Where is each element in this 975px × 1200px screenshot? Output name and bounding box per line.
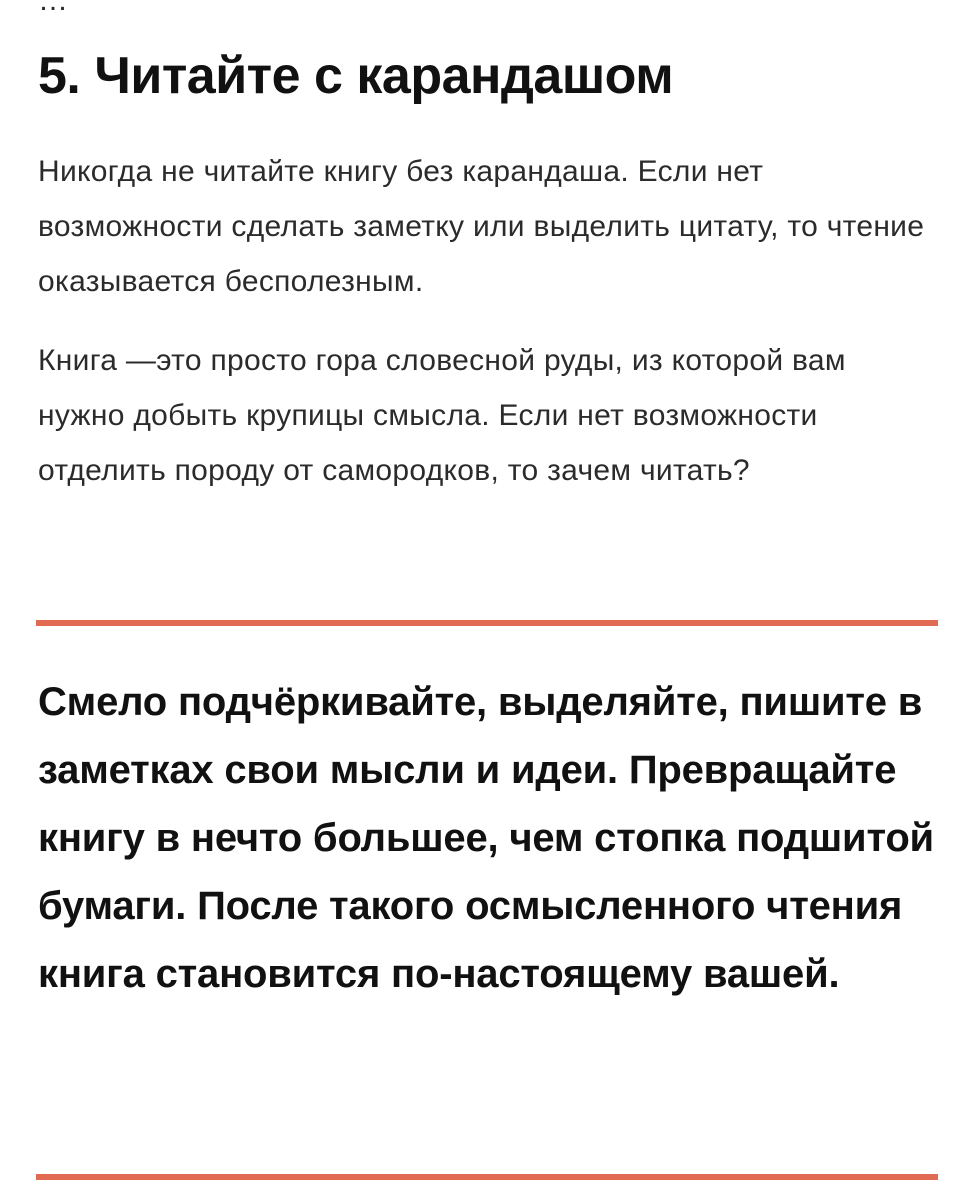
pull-quote: Смело подчёркивайте, выделяйте, пишите в заметках свои мысли и идеи. Превращайте книгу в нечто большее, чем стопка подшитой бумаги. После такого осмысленного чтения книга становится по-настоящему вашей.: [38, 680, 934, 996]
paragraph-2: Книга —это просто гора словесной руды, из которой вам нужно добыть крупицы смысла. Если нет возможности отделить породу от самородков, то зачем читать?: [38, 344, 846, 487]
paragraph-1: Никогда не читайте книгу без карандаша. Если нет возможности сделать заметку или выделить цитату, то чтение оказывается бесполезным.: [38, 155, 925, 298]
pull-quote-top-rule: [36, 620, 938, 626]
previous-text-fragment: …: [38, 0, 69, 17]
pull-quote-bottom-rule: [36, 1174, 938, 1180]
section-title: 5. Читайте с карандашом: [38, 47, 674, 105]
